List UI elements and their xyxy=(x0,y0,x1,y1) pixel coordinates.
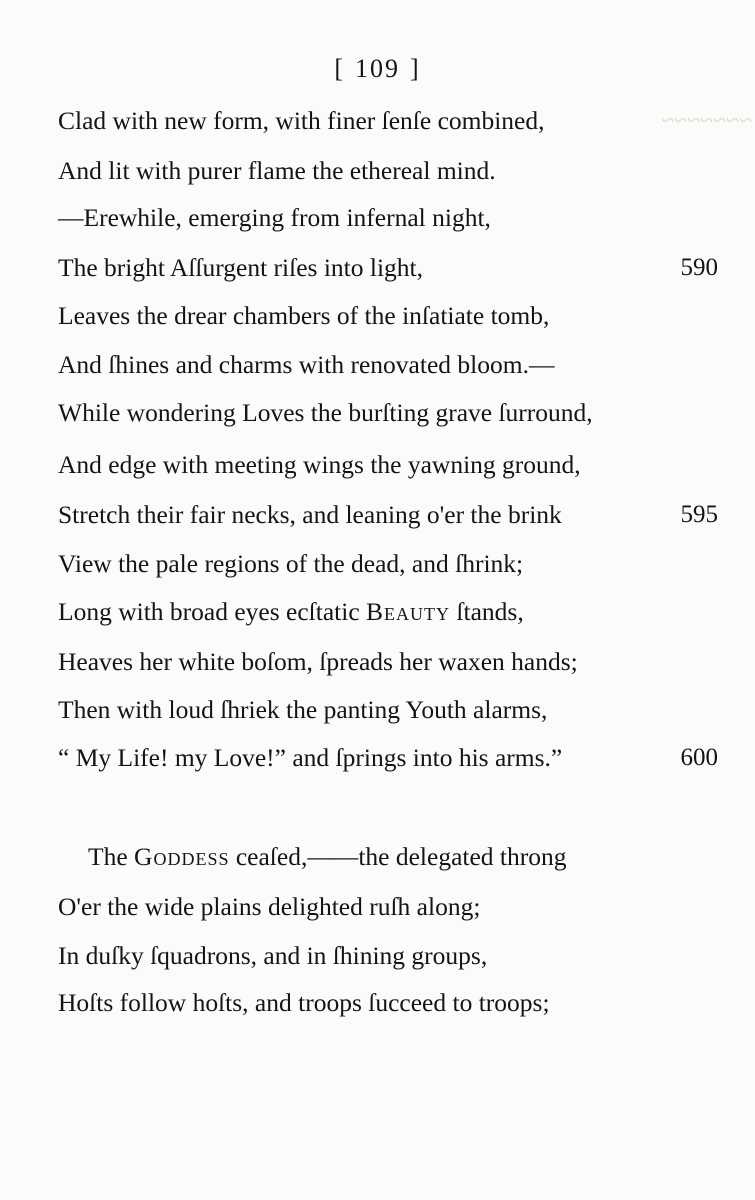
line-number: 600 xyxy=(680,744,718,771)
verse-line: Leaves the drear chambers of the inſatiate tomb, xyxy=(58,301,550,330)
page-header xyxy=(0,54,755,84)
verse-line: O'er the wide plains delighted ruſh along; xyxy=(58,892,481,921)
verse-line: While wondering Loves the burſting grave ſurround, xyxy=(58,398,593,427)
verse-line: Heaves her white boſom, ſpreads her waxen hands; xyxy=(58,647,578,676)
bracket-right: ] xyxy=(410,54,421,83)
verse-line: And edge with meeting wings the yawning ground, xyxy=(58,450,581,479)
verse-line: Clad with new form, with finer ſenſe combined, xyxy=(58,106,545,135)
verse-line: In duſky ſquadrons, and in ſhining groups, xyxy=(58,941,488,970)
bleed-through-decoration: ~~~~~~~ xyxy=(661,108,752,134)
verse-line: Then with loud ſhriek the panting Youth alarms, xyxy=(58,695,548,724)
small-caps-word: Goddess xyxy=(134,842,230,871)
verse-line: Long with broad eyes ecſtatic Beauty ſtands, xyxy=(58,597,524,626)
line-number: 595 xyxy=(680,501,718,528)
page-number: 109 xyxy=(355,54,400,83)
bracket-left: [ xyxy=(334,54,345,83)
verse-line: “ My Life! my Love!” and ſprings into his arms.” 600 xyxy=(58,743,718,772)
verse-line: The Goddess ceaſed,——the delegated throng xyxy=(88,842,567,871)
verse-line: Hoſts follow hoſts, and troops ſucceed to troops; xyxy=(58,988,550,1017)
verse-line: And ſhines and charms with renovated bloom.— xyxy=(58,350,555,379)
verse-line: —Erewhile, emerging from infernal night, xyxy=(58,203,491,232)
small-caps-word: Beauty xyxy=(366,597,451,626)
verse-line: The bright Aſſurgent riſes into light, 590 xyxy=(58,253,718,282)
line-number: 590 xyxy=(680,254,718,281)
verse-line: View the pale regions of the dead, and ſhrink; xyxy=(58,549,524,578)
verse-line: And lit with purer flame the ethereal mind. xyxy=(58,156,496,185)
verse-line: Stretch their fair necks, and leaning o'er the brink 595 xyxy=(58,500,718,529)
